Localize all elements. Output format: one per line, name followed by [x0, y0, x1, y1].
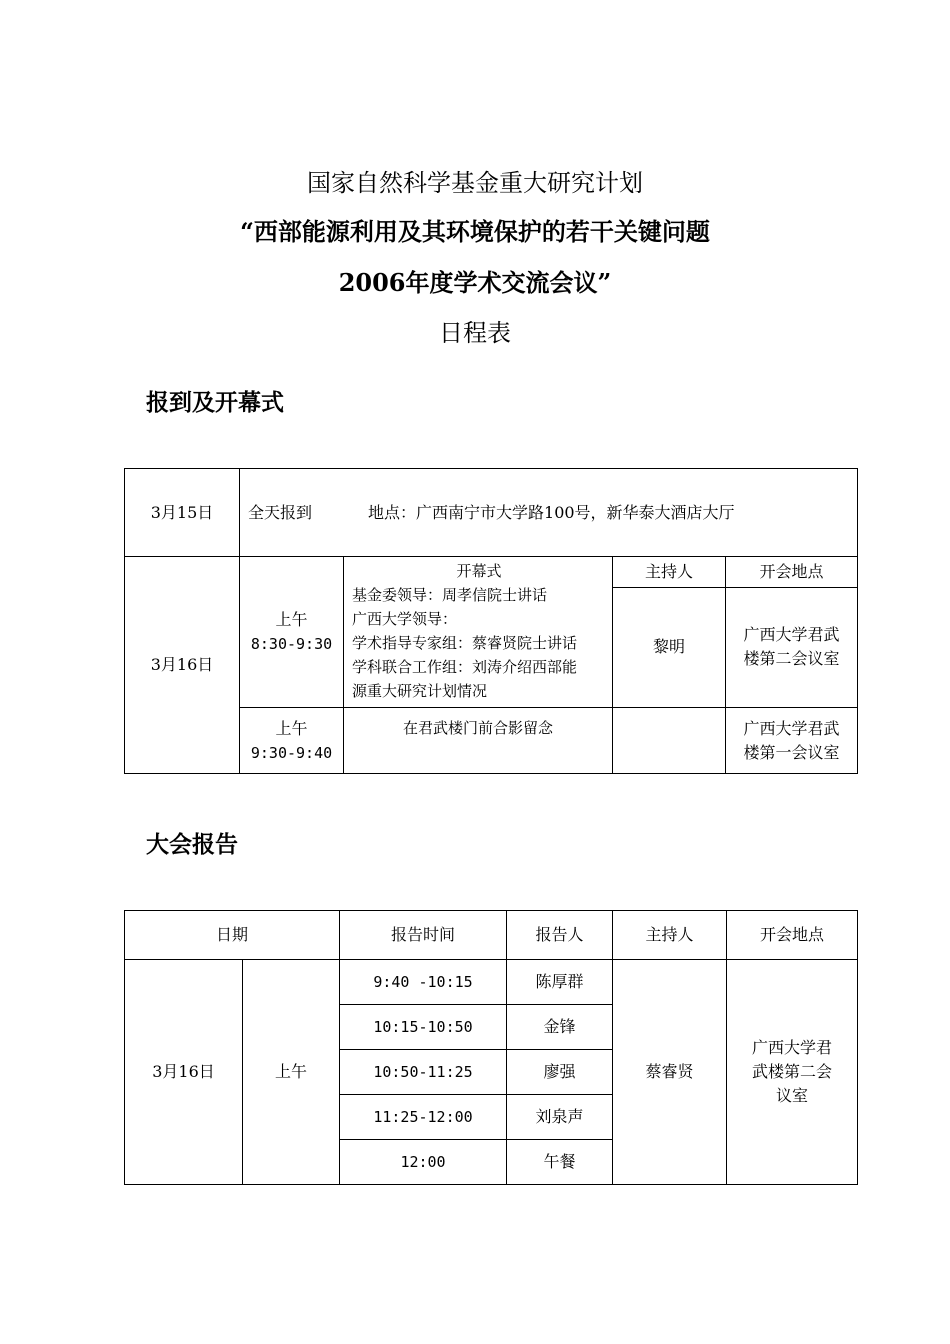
opening-ceremony-cell	[344, 557, 613, 708]
date-cell: 3月16日	[125, 960, 243, 1185]
talk-speaker: 刘泉声	[507, 1095, 613, 1140]
time-label: 8:30-9:30	[250, 635, 333, 653]
host-cell	[613, 708, 726, 774]
venue-header: 开会地点	[726, 557, 858, 588]
period-label: 上午	[275, 610, 308, 629]
opening-item: 基金委领导：周孝信院士讲话	[352, 586, 548, 604]
registration-cell	[240, 469, 858, 557]
talk-time: 11:25-12:00	[340, 1095, 507, 1140]
talk-speaker: 陈厚群	[507, 960, 613, 1005]
talk-time: 10:15-10:50	[340, 1005, 507, 1050]
talk-speaker: 廖强	[507, 1050, 613, 1095]
date-cell: 3月16日	[125, 557, 240, 774]
registration-activity: 全天报到	[248, 502, 313, 522]
venue-cell	[727, 960, 858, 1185]
venue-line: 议室	[776, 1086, 809, 1105]
table-row	[125, 960, 858, 1005]
venue-cell	[726, 708, 858, 774]
talk-speaker: 金锋	[507, 1005, 613, 1050]
table-header-row	[125, 911, 858, 960]
talk-time: 12:00	[340, 1140, 507, 1185]
host-header: 主持人	[613, 557, 726, 588]
venue-line: 广西大学君	[752, 1038, 833, 1057]
time-cell	[240, 557, 344, 708]
opening-ceremony-title: 开幕式	[456, 562, 502, 580]
talk-time: 10:50-11:25	[340, 1050, 507, 1095]
opening-item: 广西大学领导：	[352, 610, 458, 628]
table-row	[125, 469, 858, 557]
host-cell: 蔡睿贤	[613, 960, 727, 1185]
period-label: 上午	[275, 718, 308, 738]
plenary-report-table	[124, 910, 858, 1185]
time-cell	[240, 708, 344, 774]
time-label: 9:30-9:40	[250, 743, 333, 762]
title-line-3: 2006年度学术交流会议”	[338, 268, 612, 297]
date-cell: 3月15日	[125, 469, 240, 557]
period-cell: 上午	[243, 960, 340, 1185]
header-venue: 开会地点	[727, 911, 858, 960]
opening-item: 学科联合工作组：刘涛介绍西部能	[352, 658, 578, 676]
venue-line: 楼第一会议室	[743, 742, 840, 762]
venue-line: 广西大学君武	[743, 625, 840, 645]
venue-cell	[726, 587, 858, 707]
title-line-4: 日程表	[439, 319, 511, 347]
talk-speaker: 午餐	[507, 1140, 613, 1185]
title-line-1: 国家自然科学基金重大研究计划	[307, 169, 643, 197]
host-cell: 黎明	[613, 587, 726, 707]
header-time: 报告时间	[340, 911, 507, 960]
section-heading-registration: 报到及开幕式	[146, 390, 284, 416]
header-date: 日期	[125, 911, 340, 960]
registration-opening-table	[124, 468, 858, 774]
title-line-2: “西部能源利用及其环境保护的若干关键问题	[240, 217, 710, 246]
section-heading-plenary: 大会报告	[146, 832, 238, 858]
opening-item: 学术指导专家组：蔡睿贤院士讲话	[352, 634, 578, 652]
registration-location: 地点：广西南宁市大学路100号，新华泰大酒店大厅	[368, 502, 735, 522]
venue-line: 楼第二会议室	[743, 649, 840, 669]
header-speaker: 报告人	[507, 911, 613, 960]
venue-line: 广西大学君武	[743, 718, 840, 738]
venue-line: 武楼第二会	[752, 1062, 833, 1081]
table-row	[125, 557, 858, 588]
photo-activity-cell: 在君武楼门前合影留念	[344, 708, 613, 774]
header-host: 主持人	[613, 911, 727, 960]
opening-item: 源重大研究计划情况	[352, 682, 488, 700]
talk-time: 9:40 -10:15	[340, 960, 507, 1005]
